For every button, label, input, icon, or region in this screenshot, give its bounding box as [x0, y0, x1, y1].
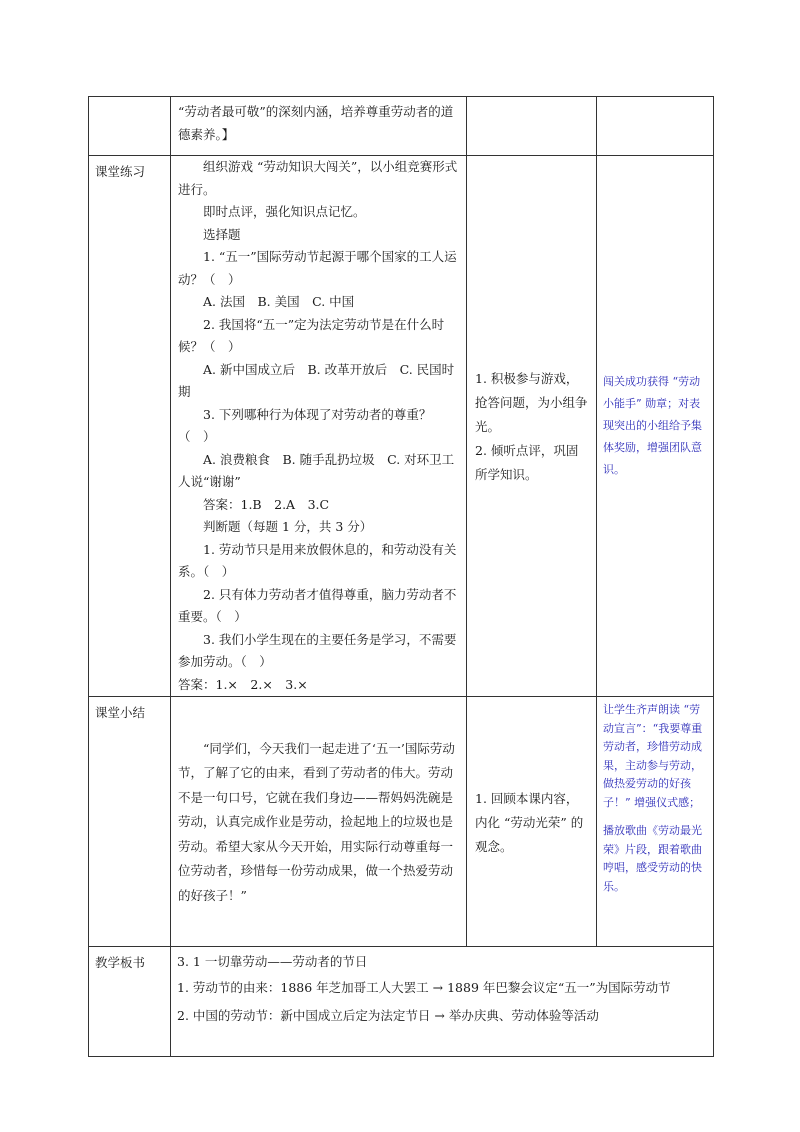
row-label-board: 教学板书: [89, 947, 171, 1057]
judge-line: 2. 只有体力劳动者才值得尊重，脑力劳动者不重要。（ ）: [178, 586, 457, 624]
judge-line: 1. 劳动节只是用来放假休息的，和劳动没有关系。（ ）: [178, 541, 457, 579]
option-line: A. 法国 B. 美国 C. 中国: [203, 294, 355, 309]
student-line: 1. 积极参与游戏，抢答问题，为小组争光。: [475, 371, 588, 434]
question-line: 2. 我国将“五一”定为法定劳动节是在什么时候？（ ）: [178, 316, 445, 354]
practice-teacher-cell: [171, 156, 467, 697]
lesson-plan-table: [88, 96, 714, 1057]
practice-line: 即时点评，强化知识点记忆。: [203, 204, 366, 219]
practice-note: 闯关成功获得 “劳动小能手” 勋章；对表现突出的小组给予集体奖励，增强团队意识。: [603, 375, 702, 476]
table-row-summary: [89, 697, 714, 947]
row-label-empty: [89, 97, 171, 156]
summary-note-1: 让学生齐声朗读 “劳动宣言”：“我要尊重劳动者，珍惜劳动成果，主动参与劳动，做热爱劳动的好孩子！” 增强仪式感；: [603, 703, 703, 809]
student-activity-cell: [467, 97, 597, 156]
practice-line: 组织游戏 “劳动知识大闯关”，以小组竞赛形式进行。: [178, 159, 458, 197]
question-line: 3. 下列哪种行为体现了对劳动者的尊重？（ ）: [178, 406, 432, 444]
table-row-practice: [89, 156, 714, 697]
student-line: 2. 倾听点评，巩固所学知识。: [475, 443, 579, 482]
board-line-2: 2. 中国的劳动节：新中国成立后定为法定节日 → 举办庆典、劳动体验等活动: [177, 1008, 599, 1023]
teacher-activity-cell: [171, 97, 467, 156]
table-row-board: [89, 947, 714, 1057]
practice-note-cell: [597, 156, 714, 697]
summary-note-2: 播放歌曲《劳动最光荣》片段，跟着歌曲哼唱，感受劳动的快乐。: [603, 824, 702, 893]
summary-text: “同学们，今天我们一起走进了‘五一’国际劳动节，了解了它的由来，看到了劳动者的伟大。劳动不是一句口号，它就在我们身边——帮妈妈洗碗是劳动，认真完成作业是劳动，捡起地上的垃圾也是劳动。希望大家从今天开始，用实际行动尊重每一位劳动者，珍惜每一份劳动成果，做一个热爱劳动的好孩子！”: [178, 740, 455, 903]
practice-line: 选择题: [203, 226, 241, 242]
option-line: A. 浪费粮食 B. 随手乱扔垃圾 C. 对环卫工人说“谢谢”: [178, 451, 455, 489]
design-intent-cell: [597, 97, 714, 156]
board-line-1: 1. 劳动节的由来：1886 年芝加哥工人大罢工 → 1889 年巴黎会议定“五一”为国际劳动节: [177, 980, 671, 995]
board-content-cell: [171, 947, 714, 1057]
answer-line: 答案：1.× 2.× 3.×: [178, 676, 308, 692]
student-line: 1. 回顾本课内容，内化 “劳动光荣” 的观念。: [475, 790, 584, 854]
teacher-text: “劳动者最可敬”的深刻内涵，培养尊重劳动者的道德素养。】: [178, 104, 454, 142]
row-label-summary: 课堂小结: [89, 697, 171, 947]
summary-note-cell: [597, 697, 714, 947]
row-label-practice: 课堂练习: [89, 156, 171, 697]
summary-teacher-cell: [171, 697, 467, 947]
board-title: 3. 1 一切靠劳动——劳动者的节日: [177, 954, 368, 969]
question-line: 1. “五一”国际劳动节起源于哪个国家的工人运动？（ ）: [178, 249, 457, 287]
summary-student-cell: [467, 697, 597, 947]
option-line: A. 新中国成立后 B. 改革开放后 C. 民国时期: [178, 361, 455, 399]
judge-line: 3. 我们小学生现在的主要任务是学习，不需要参加劳动。（ ）: [178, 631, 457, 669]
table-row-continued: [89, 97, 714, 156]
practice-line: 判断题（每题 1 分，共 3 分）: [203, 519, 373, 534]
answer-line: 答案：1.B 2.A 3.C: [203, 496, 330, 512]
practice-student-cell: [467, 156, 597, 697]
